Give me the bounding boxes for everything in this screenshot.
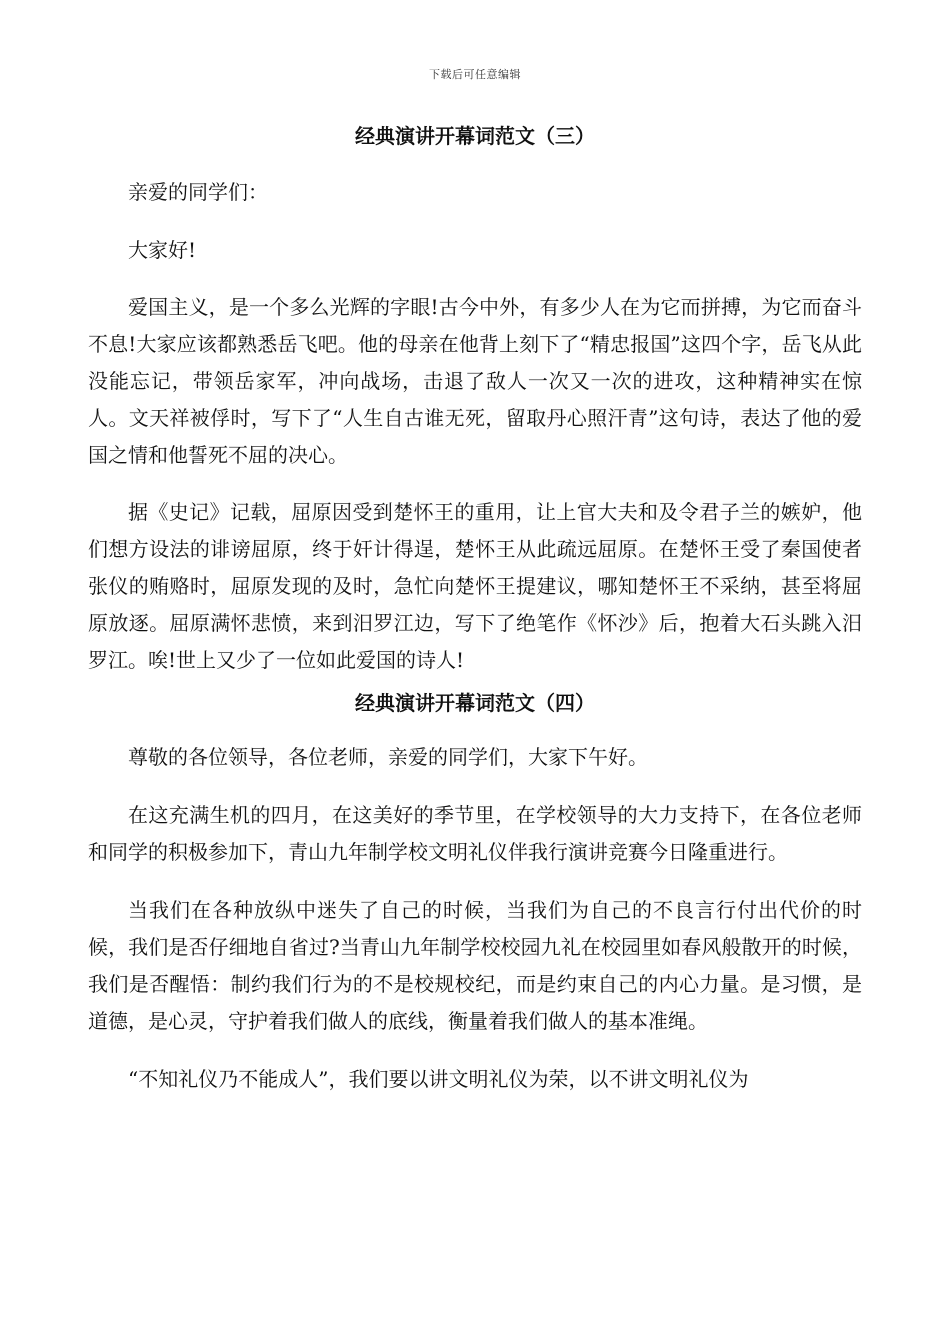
document-body <box>88 120 862 1098</box>
salutation-paragraph: 亲爱的同学们： <box>128 180 268 204</box>
body-paragraph: 在这充满生机的四月，在这美好的季节里，在学校领导的大力支持下，在各位老师和同学的积极参加下，青山九年制学校文明礼仪伴我行演讲竞赛今日隆重进行。 <box>88 803 862 864</box>
section-title: 经典演讲开幕词范文（四） <box>355 691 595 715</box>
body-paragraph: 当我们在各种放纵中迷失了自己的时候，当我们为自己的不良言行付出代价的时候，我们是否仔细地自省过?当青山九年制学校校园九礼在校园里如春风般散开的时候，我们是否醒悟：制约我们行为的不是校规校纪，而是约束自己的内心力量。是习惯，是道德，是心灵，守护着我们做人的底线，衡量着我们做人的基本准绳。 <box>88 898 862 1033</box>
section-title: 经典演讲开幕词范文（三） <box>355 124 595 148</box>
body-paragraph: “不知礼仪乃不能成人”，我们要以讲文明礼仪为荣，以不讲文明礼仪为 <box>128 1067 749 1091</box>
header-note: 下载后可任意编辑 <box>429 68 521 81</box>
greeting-paragraph: 大家好! <box>128 238 197 262</box>
body-paragraph: 爱国主义，是一个多么光辉的字眼!古今中外，有多少人在为它而拼搏，为它而奋斗不息!大家应该都熟悉岳飞吧。他的母亲在他背上刻下了“精忠报国”这四个字，岳飞从此没能忘记，带领岳家军，冲向战场，击退了敌人一次又一次的进攻，这种精神实在惊人。文天祥被俘时，写下了“人生自古谁无死，留取丹心照汗青”这句诗，表达了他的爱国之情和他誓死不屈的决心。 <box>88 295 862 467</box>
salutation-paragraph: 尊敬的各位领导，各位老师，亲爱的同学们，大家下午好。 <box>128 745 648 769</box>
body-paragraph: 据《史记》记载，屈原因受到楚怀王的重用，让上官大夫和及令君子兰的嫉妒，他们想方设法的诽谤屈原，终于奸计得逞，楚怀王从此疏远屈原。在楚怀王受了秦国使者张仪的贿赂时，屈原发现的及时，急忙向楚怀王提建议，哪知楚怀王不采纳，甚至将屈原放逐。屈原满怀悲愤，来到汨罗江边，写下了绝笔作《怀沙》后，抱着大石头跳入汨罗江。唉!世上又少了一位如此爱国的诗人! <box>88 500 862 672</box>
